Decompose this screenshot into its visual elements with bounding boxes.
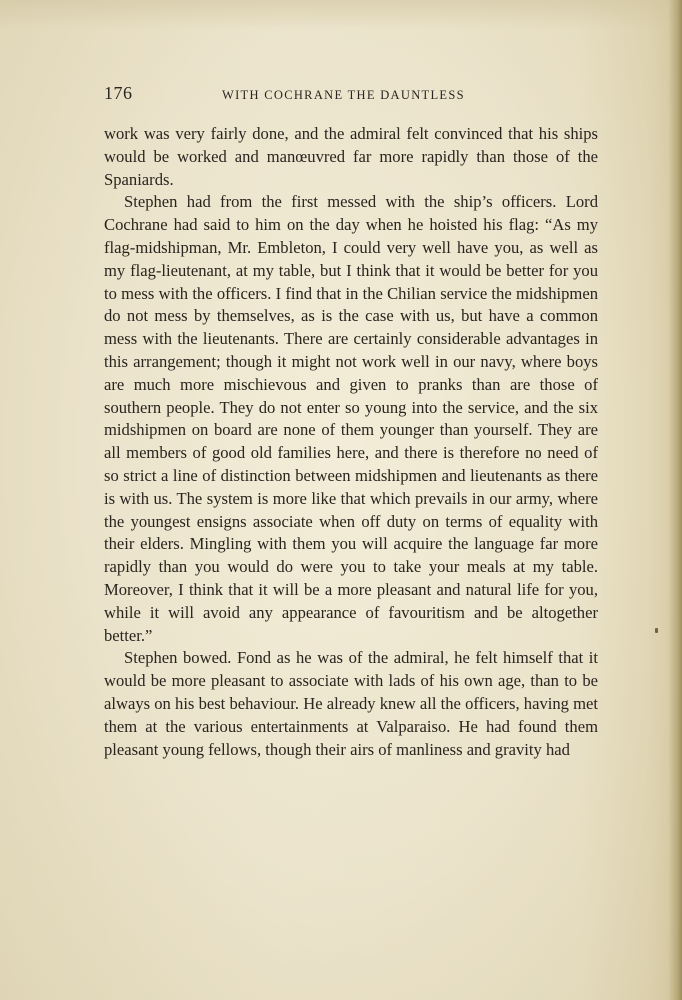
page-header: [104, 83, 598, 108]
running-head: WITH COCHRANE THE DAUNTLESS: [222, 88, 465, 102]
paragraph-2: Stephen had from the first messed with the ship’s officers. Lord Cochrane had said to him on the day when he hoisted his flag: “As my flag-midshipman, Mr. Embleton, I could very well have you, as well as my flag-lieutenant, at my table, but I think that it would be better for you to mess with the officers. I find that in the Chilian service the midshipmen do not mess by themselves, as is the case with us, but have a common mess with the lieutenants. There are certainly considerable advantages in this arrangement; though it might not work well in our navy, where boys are much more mischievous and given to pranks than are those of southern people. They do not enter so young into the service, and the six midshipmen on board are none of them younger than yourself. They are all members of good old families here, and there is therefore no need of so strict a line of distinction between midshipmen and lieutenants as there is with us. The system is more like that which prevails in our army, where the youngest ensigns associate when off duty on terms of equality with their elders. Mingling with them you will acquire the language far more rapidly than you would do were you to take your meals at my table. Moreover, I think that it will be a more pleasant and natural life for you, while it will avoid any appearance of favouritism and be altogether better.”: [104, 192, 598, 645]
page-number: 176: [104, 83, 133, 103]
page-top-shadow: [0, 0, 682, 30]
page-edge-shadow: [668, 0, 682, 1000]
page-speck: [655, 628, 658, 633]
body-text: [104, 123, 598, 761]
paragraph-3: Stephen bowed. Fond as he was of the admiral, he felt himself that it would be more pleasant to associate with lads of his own age, than to be always on his best behaviour. He already knew all the officers, having met them at the various entertainments at Valparaiso. He had found them pleasant young fellows, though their airs of manliness and gravity had: [104, 648, 598, 759]
paragraph-1: work was very fairly done, and the admiral felt convinced that his ships would be worked and manœuvred far more rapidly than those of the Spaniards.: [104, 124, 598, 189]
